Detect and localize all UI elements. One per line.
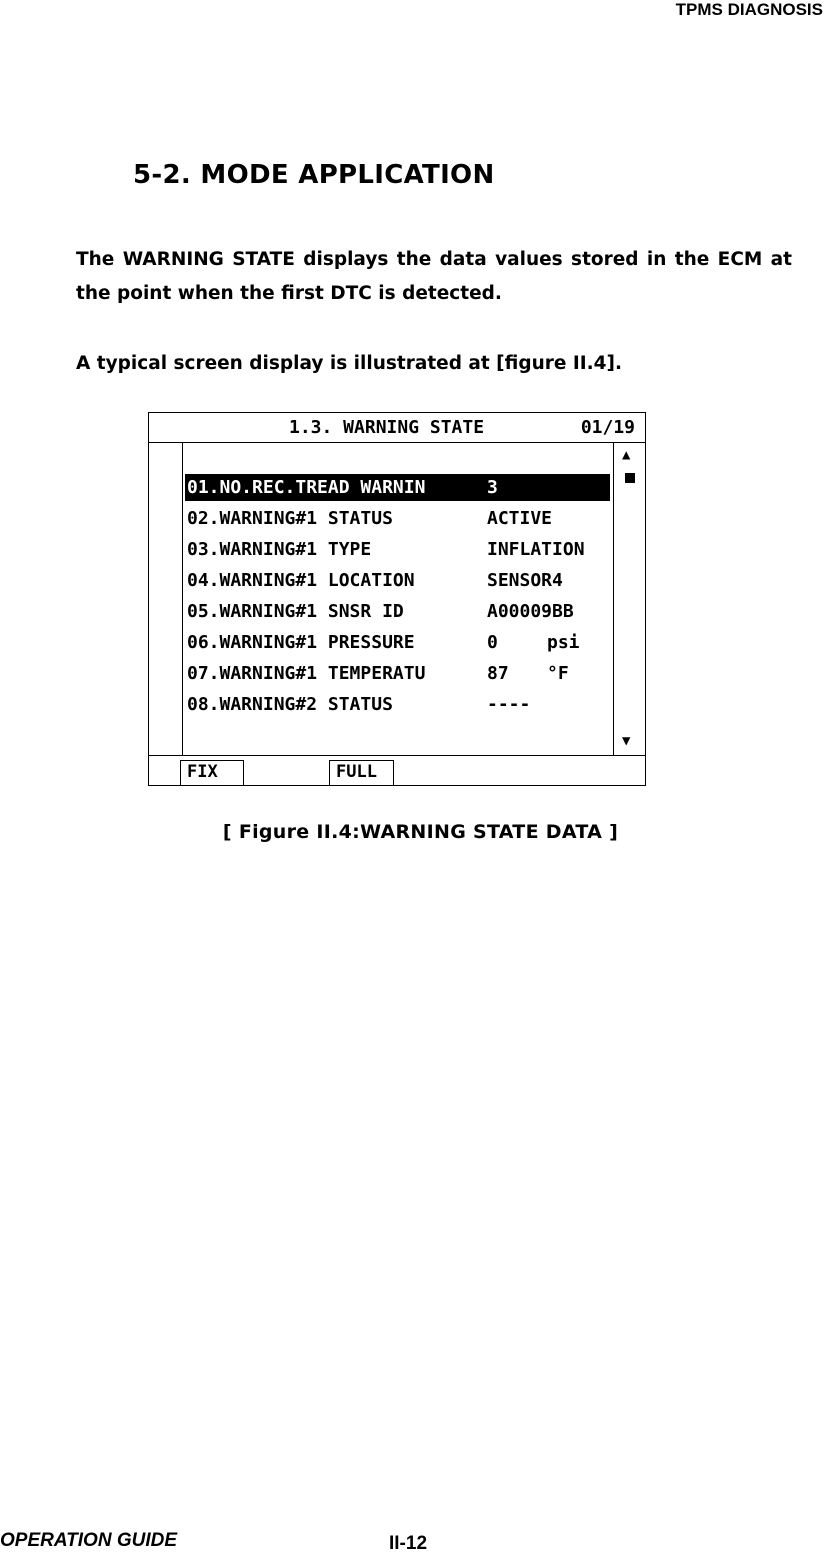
section-heading: 5-2. MODE APPLICATION <box>133 160 495 190</box>
data-row[interactable] <box>185 598 610 629</box>
data-row-value: ACTIVE <box>487 508 553 529</box>
data-row-value: 3 <box>487 477 498 498</box>
data-row-value: INFLATION <box>487 539 585 560</box>
screen-right-divider <box>613 443 614 755</box>
data-row[interactable] <box>185 691 610 722</box>
data-row-name: 01.NO.REC.TREAD WARNIN <box>187 477 426 498</box>
data-row-value: 87 <box>487 663 509 684</box>
screen-title-bar <box>149 413 645 443</box>
data-row-name: 08.WARNING#2 STATUS <box>187 694 393 715</box>
full-button[interactable]: FULL <box>329 760 394 786</box>
scroll-down-arrow-icon[interactable]: ▼ <box>622 733 631 749</box>
data-row[interactable] <box>185 505 610 536</box>
intro-paragraph: The WARNING STATE displays the data values stored in the ECM at the point when the first DTC is detected. <box>76 249 792 304</box>
data-row-name: 07.WARNING#1 TEMPERATU <box>187 663 426 684</box>
scroll-up-arrow-icon[interactable]: ▲ <box>622 447 631 463</box>
data-row-unit: psi <box>547 632 580 653</box>
scanner-screen <box>148 412 646 786</box>
data-row-selected[interactable] <box>185 474 610 505</box>
data-row-name: 04.WARNING#1 LOCATION <box>187 570 415 591</box>
screen-title: 1.3. WARNING STATE <box>289 417 485 438</box>
screen-page-counter: 01/19 <box>580 417 635 438</box>
data-row-name: 03.WARNING#1 TYPE <box>187 539 372 560</box>
data-row-value: SENSOR4 <box>487 570 563 591</box>
data-row-value: ---- <box>487 694 531 715</box>
figure-reference-paragraph: A typical screen display is illustrated at [figure II.4]. <box>76 353 623 374</box>
data-row-value: A00009BB <box>487 601 574 622</box>
figure-caption-text: [ Figure II.4:WARNING STATE DATA ] <box>222 821 619 843</box>
data-list <box>185 474 610 722</box>
data-row-value: 0 <box>487 632 498 653</box>
data-row[interactable] <box>185 567 610 598</box>
data-row[interactable] <box>185 660 610 691</box>
fix-button[interactable]: FIX <box>180 760 244 786</box>
figure-caption <box>0 821 825 843</box>
data-row-name: 06.WARNING#1 PRESSURE <box>187 632 415 653</box>
data-row-name: 05.WARNING#1 SNSR ID <box>187 601 404 622</box>
data-row[interactable] <box>185 536 610 567</box>
screen-left-divider <box>182 443 183 755</box>
data-row-name: 02.WARNING#1 STATUS <box>187 508 393 529</box>
data-row[interactable] <box>185 629 610 660</box>
header-title: TPMS DIAGNOSIS <box>675 0 823 19</box>
footer-page-number: II-12 <box>389 1533 428 1554</box>
data-row-unit: °F <box>547 663 569 684</box>
footer-guide-title: OPERATION GUIDE <box>0 1530 177 1551</box>
scrollbar-thumb[interactable] <box>625 473 635 483</box>
